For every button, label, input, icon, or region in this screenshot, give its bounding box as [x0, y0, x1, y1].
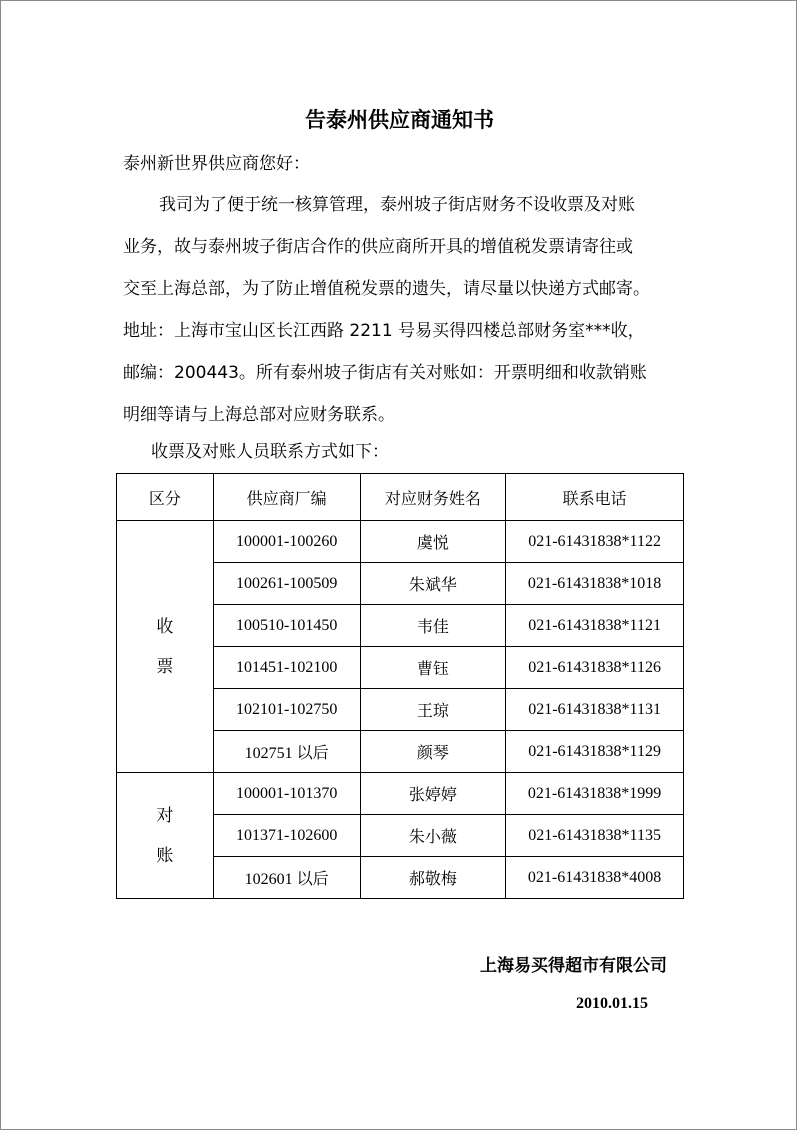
header-phone: 联系电话	[506, 474, 684, 521]
document-title: 告泰州供应商通知书	[305, 108, 494, 132]
phone: 021-61431838*1129	[506, 731, 684, 773]
finance-name: 郝敬梅	[360, 857, 506, 899]
supplier-code: 102751 以后	[213, 731, 360, 773]
supplier-code: 100261-100509	[213, 563, 360, 605]
table-row	[117, 521, 684, 563]
finance-name: 朱斌华	[360, 563, 506, 605]
finance-name: 颜琴	[360, 731, 506, 773]
company-signature: 上海易买得超市有限公司	[480, 956, 667, 976]
category-char: 票	[156, 656, 174, 677]
category-invoice-cell	[117, 521, 214, 773]
finance-name: 朱小薇	[360, 815, 506, 857]
phone: 021-61431838*1122	[506, 521, 684, 563]
phone: 021-61431838*1999	[506, 773, 684, 815]
finance-name: 韦佳	[360, 605, 506, 647]
phone: 021-61431838*1121	[506, 605, 684, 647]
table-header-row	[117, 474, 684, 521]
greeting: 泰州新世界供应商您好：	[123, 154, 310, 174]
header-category: 区分	[117, 474, 214, 521]
phone: 021-61431838*1126	[506, 647, 684, 689]
finance-name: 虞悦	[360, 521, 506, 563]
phone: 021-61431838*1131	[506, 689, 684, 731]
body-line: 地址：上海市宝山区长江西路 2211 号易买得四楼总部财务室***收，	[123, 321, 645, 341]
finance-name: 曹钰	[360, 647, 506, 689]
supplier-code: 100001-101370	[213, 773, 360, 815]
phone: 021-61431838*1135	[506, 815, 684, 857]
category-char: 收	[156, 616, 174, 637]
contacts-intro: 收票及对账人员联系方式如下：	[151, 442, 389, 462]
header-supplier-code: 供应商厂编	[213, 474, 360, 521]
phone: 021-61431838*4008	[506, 857, 684, 899]
document-date: 2010.01.15	[576, 995, 648, 1012]
category-reconcile-cell	[117, 773, 214, 899]
phone: 021-61431838*1018	[506, 563, 684, 605]
header-finance-name: 对应财务姓名	[360, 474, 506, 521]
finance-name: 王琼	[360, 689, 506, 731]
contacts-table	[116, 473, 684, 899]
body-line: 明细等请与上海总部对应财务联系。	[123, 405, 395, 425]
finance-name: 张婷婷	[360, 773, 506, 815]
supplier-code: 100510-101450	[213, 605, 360, 647]
supplier-code: 102101-102750	[213, 689, 360, 731]
notice-body	[123, 184, 689, 436]
supplier-code: 100001-100260	[213, 521, 360, 563]
body-line: 交至上海总部，为了防止增值税发票的遗失，请尽量以快递方式邮寄。	[123, 279, 650, 299]
table-row	[117, 773, 684, 815]
body-line: 业务，故与泰州坡子街店合作的供应商所开具的增值税发票请寄往或	[123, 237, 633, 257]
supplier-code: 102601 以后	[213, 857, 360, 899]
supplier-code: 101371-102600	[213, 815, 360, 857]
supplier-code: 101451-102100	[213, 647, 360, 689]
category-char: 对	[156, 805, 174, 826]
category-char: 账	[156, 845, 174, 866]
body-line: 邮编：200443。所有泰州坡子街店有关对账如：开票明细和收款销账	[123, 363, 647, 383]
body-line: 我司为了便于统一核算管理，泰州坡子街店财务不设收票及对账	[159, 195, 635, 215]
